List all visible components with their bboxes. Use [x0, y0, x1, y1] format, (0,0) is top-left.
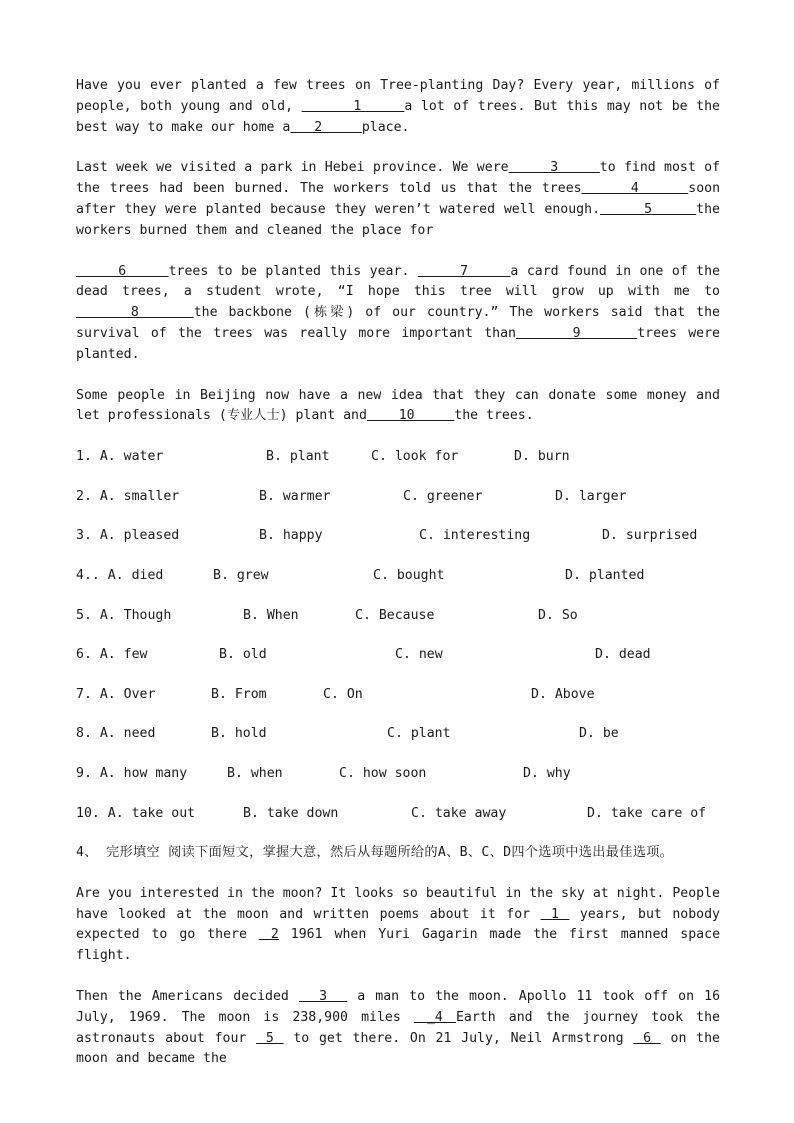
- option-b: B. take down: [243, 805, 339, 821]
- option-c: C. how soon: [339, 765, 427, 781]
- question-3-options: [76, 526, 720, 546]
- option-d: D. take care of: [587, 805, 707, 821]
- option-c: C. greener: [403, 488, 483, 504]
- passage-text: soon after they were planted because they weren’t watered well enough.: [76, 181, 721, 217]
- passage1-paragraph-2: [76, 158, 720, 241]
- passage-text: years, but nobody expected to go there: [76, 906, 720, 943]
- option-a: 8. A. need: [76, 726, 156, 742]
- passage1-paragraph-1: [76, 76, 720, 138]
- answer-blank: 9: [515, 325, 638, 341]
- passage-text: the workers burned them and cleaned the place for: [76, 201, 720, 238]
- passage-text: place.: [361, 119, 410, 135]
- question-6-options: [76, 645, 720, 665]
- option-b: B. warmer: [259, 488, 331, 504]
- passage-text: Have you ever planted a few trees on Tree-planting Day? Every year, millions of people, both young and old,: [76, 78, 720, 114]
- passage2-paragraph-1: [76, 884, 720, 967]
- answer-blank: 5: [600, 201, 697, 217]
- section-4-heading: 4、 完形填空 阅读下面短文，掌握大意，然后从每题所给的A、B、C、D四个选项中选出最佳选项。: [76, 845, 674, 861]
- question-9-options: [76, 764, 720, 784]
- answer-blank: 1: [301, 98, 405, 114]
- answer-blank: 6: [633, 1030, 661, 1046]
- option-b: B. when: [227, 765, 283, 781]
- passage1-paragraph-4: [76, 386, 720, 428]
- passage-text: Are you interested in the moon? It looks so beautiful in the sky at night. People have looked at the moon and written poems about it for: [76, 885, 720, 922]
- passage-text: to find most of the trees had been burned. The workers told us that the trees: [76, 160, 720, 197]
- passage-text: on the moon and became the: [76, 1030, 720, 1067]
- option-d: D. So: [538, 607, 578, 623]
- option-b: B. When: [243, 607, 299, 623]
- question-10-options: [76, 804, 720, 824]
- answer-blank: 3: [508, 160, 600, 176]
- answer-blank: 2: [290, 119, 362, 135]
- option-a: 7. A. Over: [76, 686, 156, 702]
- option-d: D. planted: [565, 567, 645, 583]
- passage-text: 1961 when Yuri Gagarin made the first manned space flight.: [76, 927, 721, 964]
- option-d: D. burn: [514, 449, 570, 465]
- option-d: D. Above: [531, 686, 595, 702]
- question-7-options: [76, 685, 720, 705]
- option-b: B. grew: [213, 567, 269, 583]
- passage-text: a man to the moon. Apollo 11 took off on 16 July, 1969. The moon is 238,900 miles: [76, 989, 721, 1025]
- passage-text: Then the Americans decided: [76, 989, 299, 1005]
- option-b: B. plant: [266, 449, 330, 465]
- question-5-options: [76, 606, 720, 626]
- passage1-paragraph-3: [76, 262, 720, 366]
- question-8-options: [76, 724, 720, 744]
- option-d: D. why: [523, 765, 571, 781]
- answer-blank: 7: [417, 263, 511, 279]
- option-a: 2. A. smaller: [76, 488, 180, 504]
- option-c: C. take away: [411, 805, 507, 821]
- option-c: C. Because: [355, 607, 435, 623]
- answer-blank: 3: [298, 989, 348, 1005]
- passage-text: the trees.: [454, 408, 534, 424]
- question-4-options: [76, 566, 720, 586]
- answer-blank: 1: [540, 906, 570, 922]
- question-2-options: [76, 487, 720, 507]
- option-d: D. larger: [555, 488, 627, 504]
- option-d: D. surprised: [602, 528, 698, 544]
- option-d: D. dead: [595, 647, 651, 663]
- option-b: B. happy: [259, 528, 323, 544]
- passage-text: to get there. On 21 July, Neil Armstrong: [283, 1030, 634, 1046]
- passage2-paragraph-2: [76, 987, 720, 1070]
- answer-blank: _4: [413, 1009, 456, 1025]
- option-c: C. On: [323, 686, 363, 702]
- option-d: D. be: [579, 726, 619, 742]
- option-a: 6. A. few: [76, 647, 148, 663]
- answer-blank: 5: [256, 1030, 284, 1046]
- passage-text: Earth and the journey took the astronauts about four: [76, 1009, 720, 1046]
- option-c: C. bought: [373, 567, 445, 583]
- option-a: 5. A. Though: [76, 607, 172, 623]
- option-c: C. interesting: [419, 528, 531, 544]
- passage-text: trees were planted.: [76, 325, 720, 362]
- answer-blank: 10: [366, 408, 455, 424]
- question-1-options: [76, 447, 720, 467]
- option-a: 10. A. take out: [76, 805, 196, 821]
- answer-options-list: [76, 447, 720, 823]
- option-a: 9. A. how many: [76, 765, 188, 781]
- option-a: 4.. A. died: [76, 567, 164, 583]
- passage-text: the backbone (栋梁) of our country.” The workers said that the survival of the trees was really more important than: [76, 305, 720, 341]
- option-c: C. look for: [371, 449, 459, 465]
- passage-text: Last week we visited a park in Hebei province. We were: [76, 160, 509, 176]
- document-page: [76, 76, 720, 1090]
- passage-text: trees to be planted this year.: [168, 263, 418, 279]
- option-c: C. new: [395, 647, 443, 663]
- answer-blank: 8: [76, 305, 194, 321]
- option-b: B. old: [219, 647, 267, 663]
- answer-blank: 4: [581, 181, 689, 197]
- option-c: C. plant: [387, 726, 451, 742]
- passage-text: a card found in one of the dead trees, a student wrote, “I hope this tree will grow up with me to: [76, 263, 720, 300]
- passage-text: Some people in Beijing now have a new idea that they can donate some money and let professionals (专业人士) plant and: [76, 387, 720, 424]
- option-a: 3. A. pleased: [76, 528, 180, 544]
- option-b: B. From: [211, 686, 267, 702]
- option-a: 1. A. water: [76, 449, 164, 465]
- answer-blank: 2: [258, 927, 279, 943]
- option-b: B. hold: [211, 726, 267, 742]
- passage-text: a lot of trees. But this may not be the best way to make our home a: [76, 98, 721, 135]
- answer-blank: 6: [76, 263, 169, 279]
